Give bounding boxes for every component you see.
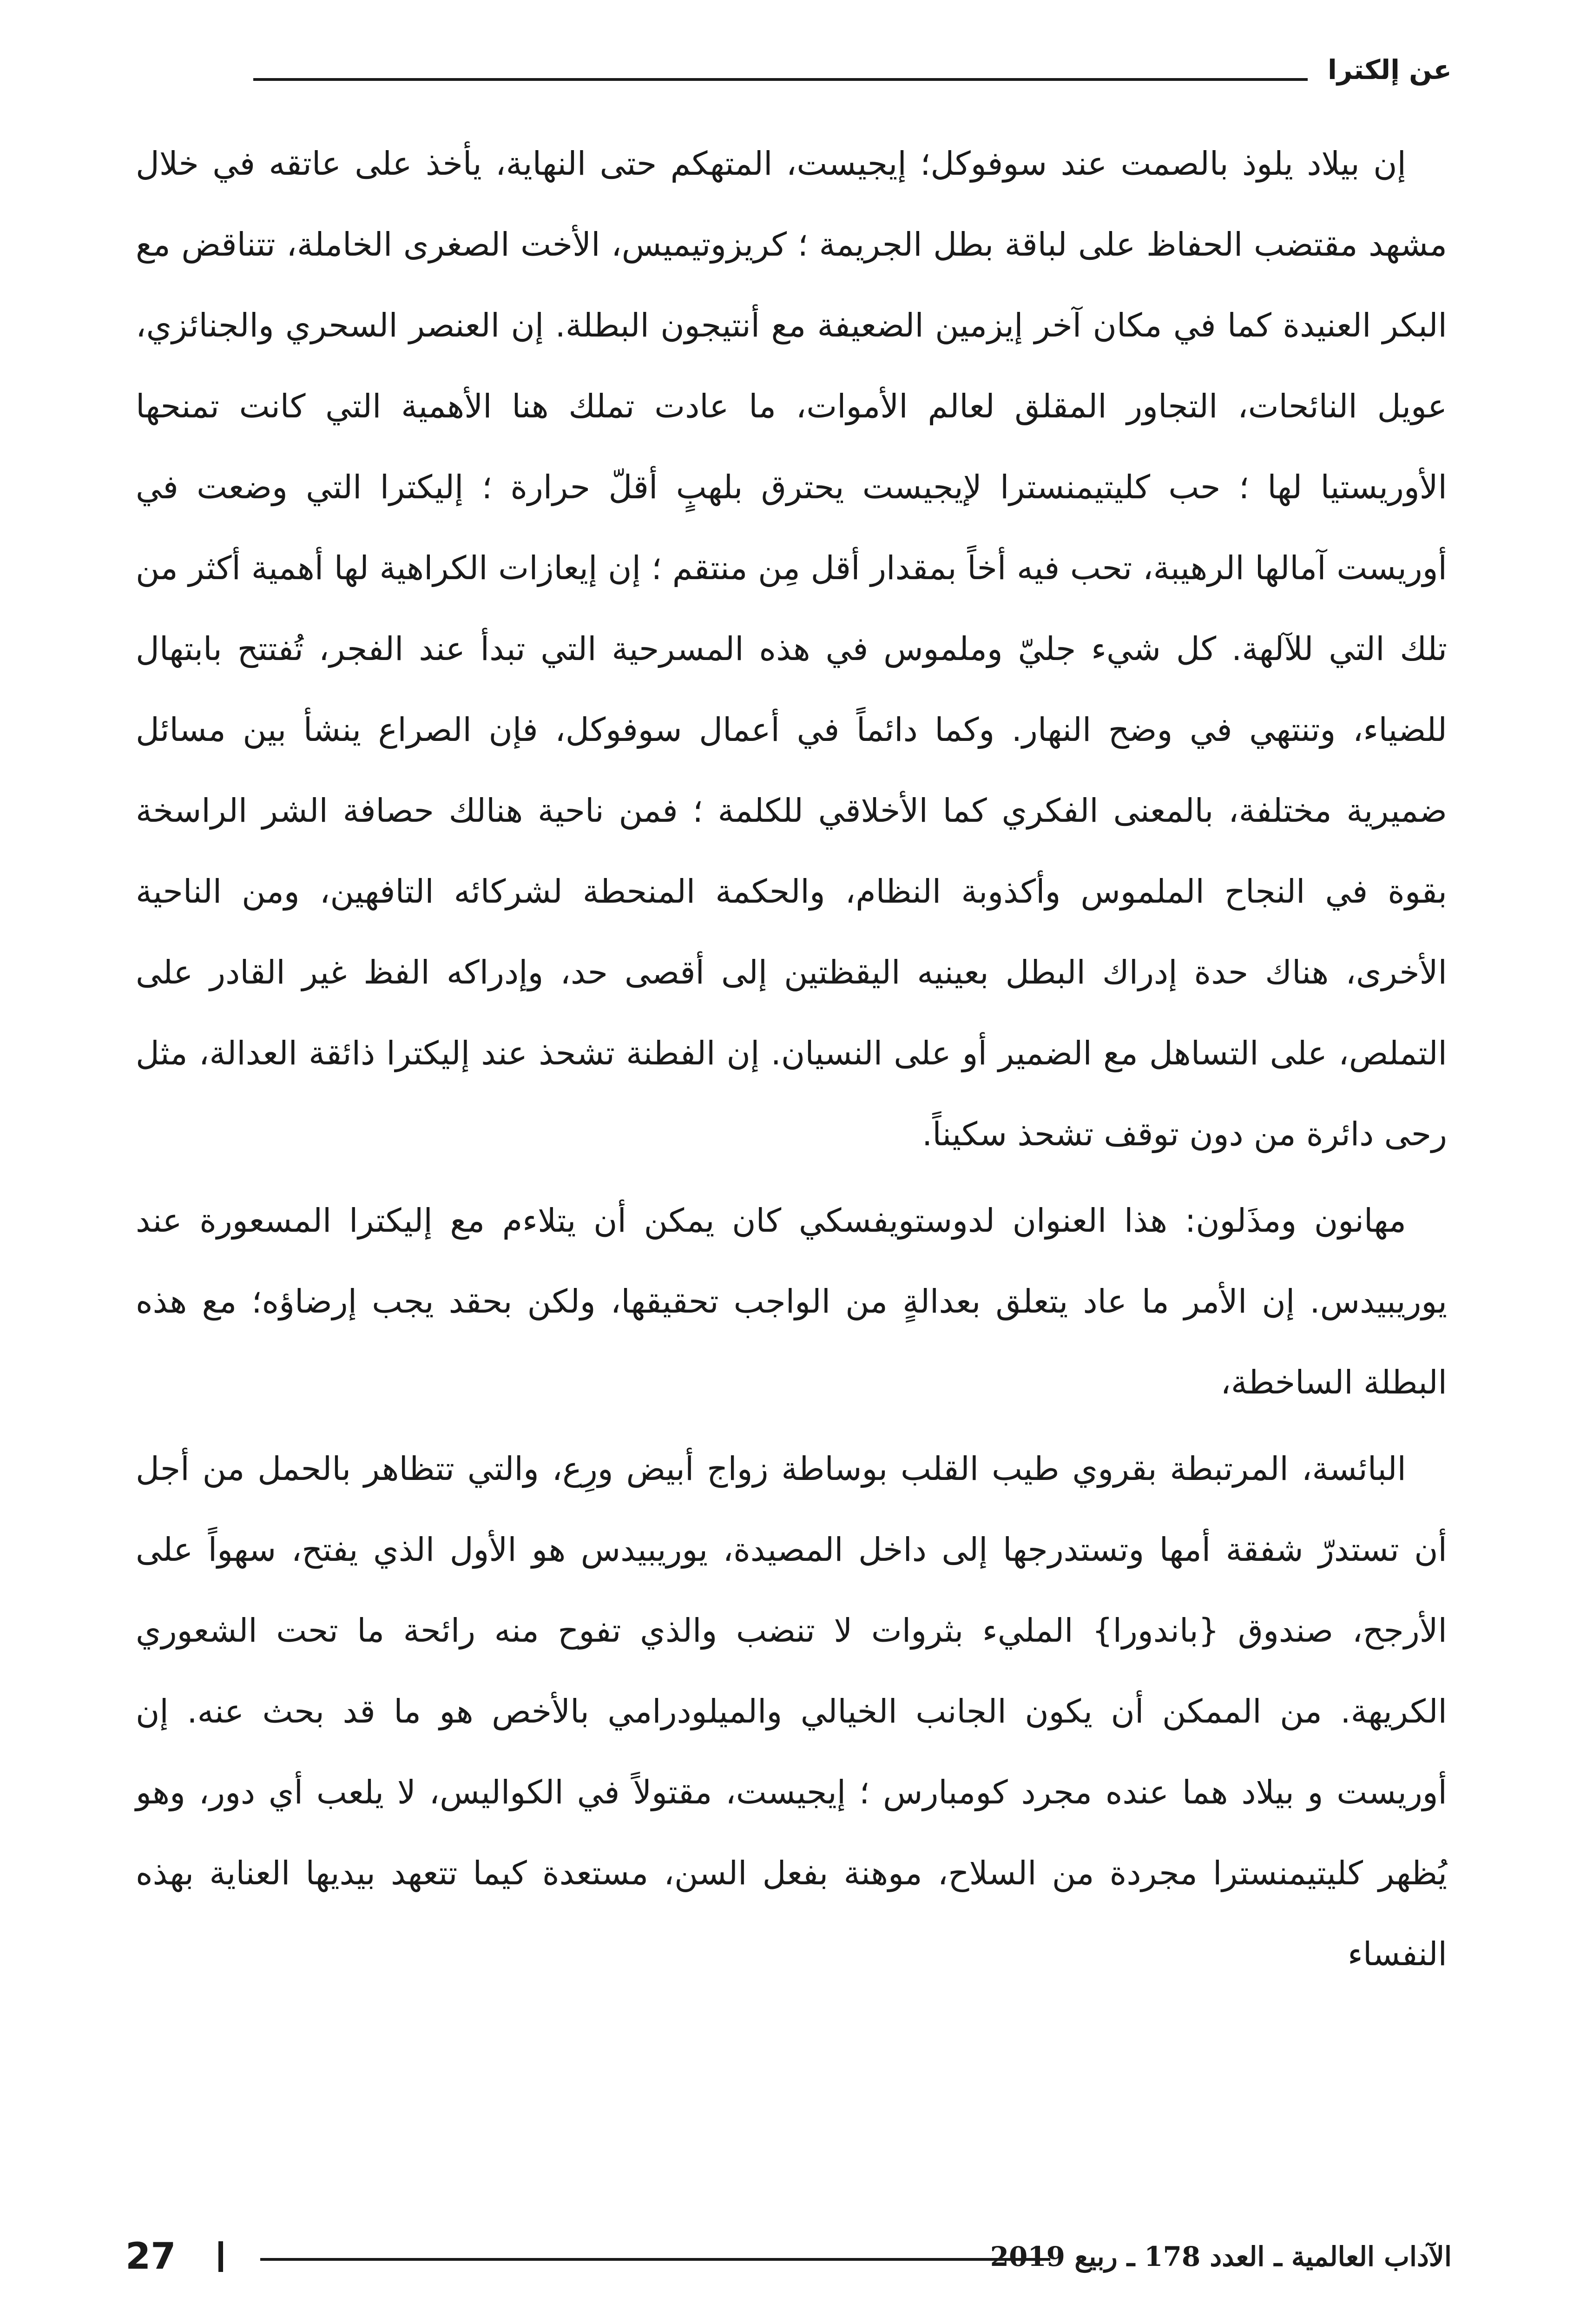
paragraph-2: مهانون ومذَلون: هذا العنوان لدوستويفسكي كان يمكن أن يتلاءم مع إليكترا المسعورة عند يوريبيدس. إن الأمر ما عاد يتعلق بعدالةٍ من الواجب تحقيقها، ولكن بحقد يجب إرضاؤه؛ مع هذه البطلة الساخطة، [136, 1202, 1447, 1401]
journal-issue-label: الآداب العالمية ـ العدد 178 ـ ربيع 2019 [990, 2241, 1452, 2272]
paragraph-1: إن بيلاد يلوذ بالصمت عند سوفوكل؛ إيجيست، المتهكم حتى النهاية، يأخذ على عاتقه في خلال مشهد مقتضب الحفاظ على لباقة بطل الجريمة ؛ كريزوتيميس، الأخت الصغرى الخاملة، تتناقض مع البكر العنيدة كما في مكان آخر إيزمين الضعيفة مع أنتيجون البطلة. إن العنصر السحري والجنائزي، عويل النائحات، التجاور المقلق لعالم الأموات، ما عادت تملك هنا الأهمية التي كانت تمنحها الأوريستيا لها ؛ حب كليتيمنسترا لإيجيست يحترق بلهبٍ أقلّ حرارة ؛ إليكترا التي وضعت في أوريست آمالها الرهيبة، تحب فيه أخاً بمقدار أقل مِن منتقم ؛ إن إيعازات الكراهية لها أهمية أكثر من تلك التي للآلهة. كل شيء جليّ وملموس في هذه المسرحية التي تبدأ عند الفجر، تُفتتح بابتهال للضياء، وتنتهي في وضح النهار. وكما دائماً في أعمال سوفوكل، فإن الصراع ينشأ بين مسائل ضميرية مختلفة، بالمعنى الفكري كما الأخلاقي للكلمة ؛ فمن ناحية هنالك حصافة الشر الراسخة بقوة في النجاح الملموس وأكذوبة النظام، والحكمة المنحطة لشركائه التافهين، ومن الناحية الأخرى، هناك حدة إدراك البطل بعينيه اليقظتين إلى أقصى حد، وإدراكه الفظ غير القادر على التملص، على التساهل مع الضمير أو على النسيان. إن الفطنة تشحذ عند إليكترا ذائقة العدالة، مثل رحى دائرة من دون توقف تشحذ سكيناً. [136, 145, 1447, 1153]
running-title: عن إلكترا [1327, 54, 1452, 86]
running-header [253, 49, 1452, 91]
page-number: 27 [125, 2236, 176, 2278]
paragraph-3: البائسة، المرتبطة بقروي طيب القلب بوساطة زواج أبيض ورِع، والتي تتظاهر بالحمل من أجل أن تستدرّ شفقة أمها وتستدرجها إلى داخل المصيدة، يوريبيدس هو الأول الذي يفتح، سهواً على الأرجح، صندوق {باندورا} المليء بثروات لا تنضب والذي تفوح منه رائحة ما تحت الشعوري الكريهة. من الممكن أن يكون الجانب الخيالي والميلودرامي بالأخص هو ما قد بحث عنه. إن أوريست و بيلاد هما عنده مجرد كومبارس ؛ إيجيست، مقتولاً في الكواليس، لا يلعب أي دور، وهو يُظهر كليتيمنسترا مجردة من السلاح، موهنة بفعل السن، مستعدة كيما تتعهد بيديها العناية بهذه النفساء [136, 1450, 1447, 1973]
footer-rule [260, 2258, 1050, 2261]
header-rule [253, 78, 1308, 81]
body-text [136, 123, 1447, 2000]
footer-separator-bar [218, 2241, 223, 2272]
page-footer [125, 2231, 1452, 2282]
